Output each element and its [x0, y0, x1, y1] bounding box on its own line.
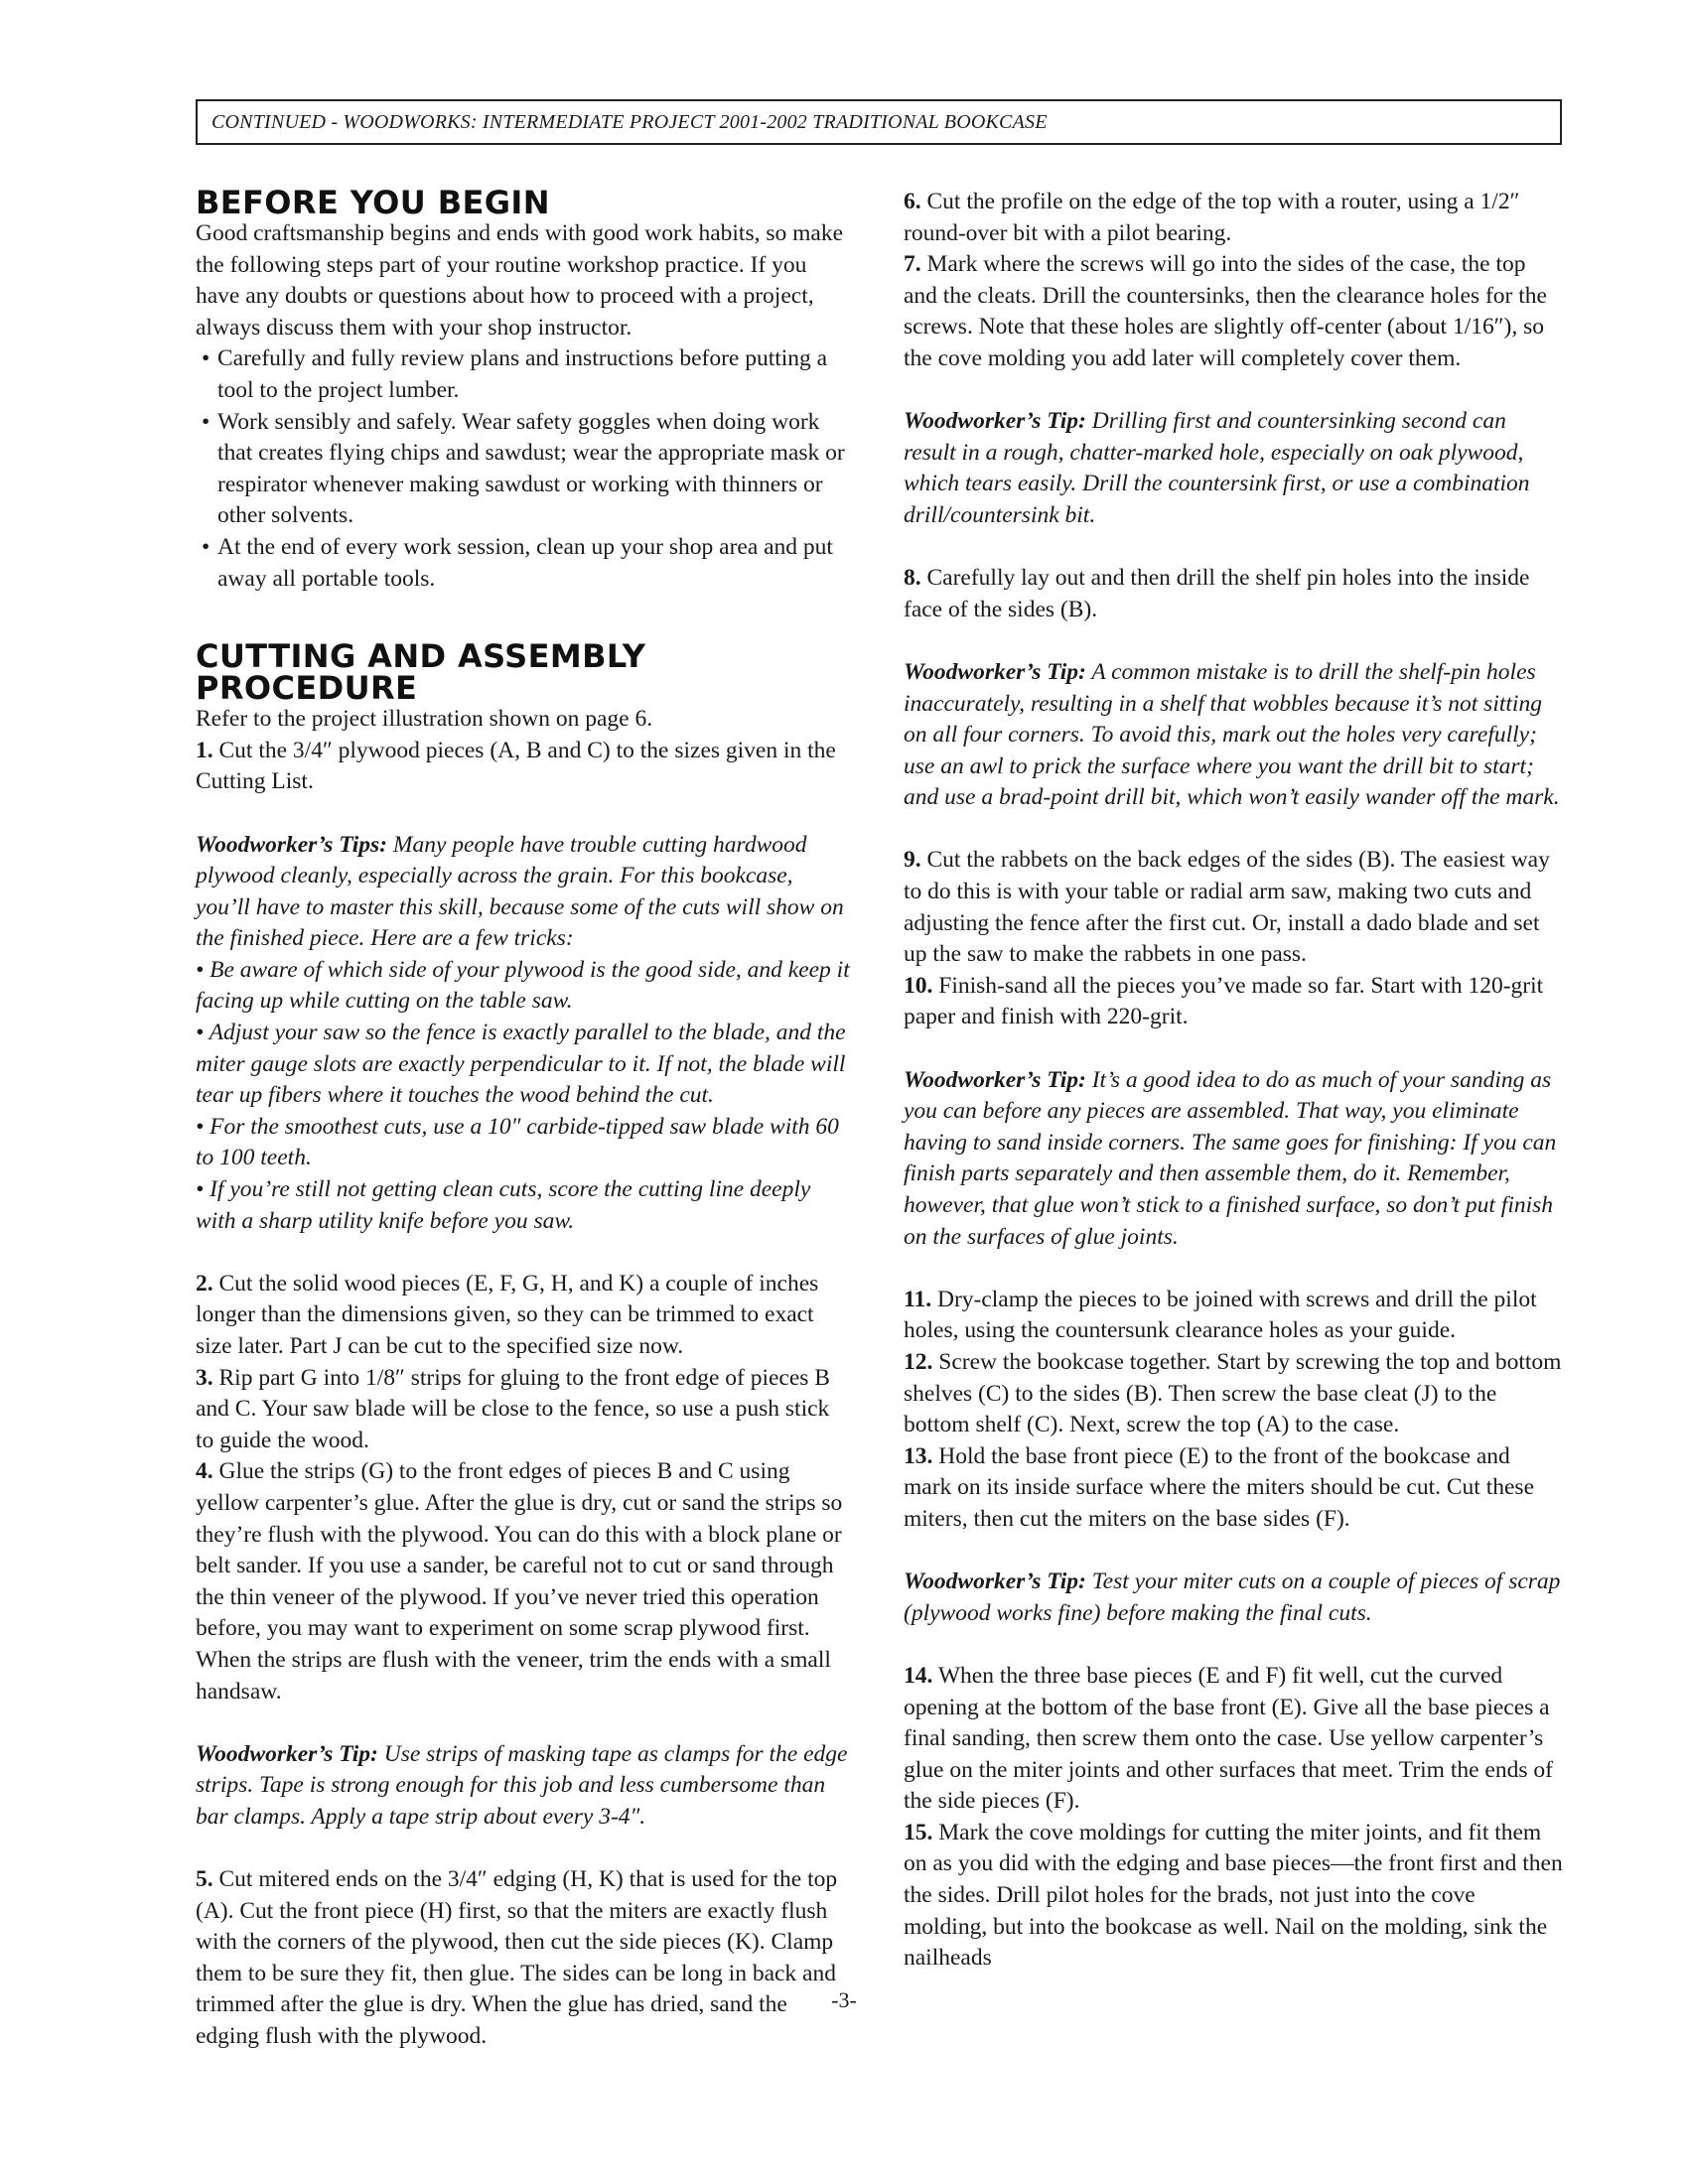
step-8: 8. Carefully lay out and then drill the shelf pin holes into the inside face of the sides (B). [904, 565, 1530, 622]
step-3: 3. Rip part G into 1/8″ strips for gluing to the front edge of pieces B and C. Your saw blade will be close to the fence, so use a push stick to guide the wood. [196, 1364, 830, 1453]
step-5: 5. Cut mitered ends on the 3/4″ edging (H, K) that is used for the top (A). Cut the front piece (H) first, so that the miters are exactly flush with the corners of the plywood, then cut the side pieces (K). Clamp them to be sure they fit, then glue. The sides can be long in back and trimmed after the glue is dry. When the glue has dried, sand the edging flush with the plywood. [196, 1866, 838, 2050]
bullet-icon: • [202, 533, 211, 560]
tip-bullet: • If you’re still not getting clean cuts, score the cutting line deeply with a sharp utility knife before you saw. [196, 1176, 811, 1234]
bullet-icon: • [202, 408, 211, 435]
step-15: 15. Mark the cove moldings for cutting the miter joints, and fit them on as you did with the edging and base pieces—the front first and then the sides. Drill pilot holes for the brads, not just into the cove molding, but into the bookcase as well. Nail on the molding, sink the nailheads [904, 1819, 1563, 1972]
safety-list [196, 343, 851, 595]
left-column [196, 184, 851, 2053]
bullet-icon: • [202, 345, 211, 372]
tip-shelf-pins: Woodworker’s Tip: A common mistake is to drill the shelf-pin holes inaccurately, resulting in a shelf that wobbles because it’s not sitting on all four corners. To avoid this, mark out the holes very carefully; use an awl to prick the surface where you want the drill bit to start; and use a brad-point drill bit, which won’t easily wander off the mark. [904, 658, 1560, 811]
tip-countersink: Woodworker’s Tip: Drilling first and countersinking second can result in a rough, chatter-marked hole, especially on oak plywood, which tears easily. Drill the countersink first, or use a combination drill/countersink bit. [904, 408, 1530, 528]
right-column [904, 187, 1563, 1975]
tip-miter-cuts: Woodworker’s Tip: Test your miter cuts on a couple of pieces of scrap (plywood works fine) before making the final cuts. [904, 1569, 1561, 1626]
refer-paragraph: Refer to the project illustration shown on page 6. [196, 706, 653, 733]
tip-bullet: • For the smoothest cuts, use a 10″ carbide-tipped saw blade with 60 to 100 teeth. [196, 1113, 839, 1171]
step-6: 6. Cut the profile on the edge of the top with a router, using a 1/2″ round-over bit with a pilot bearing. [904, 189, 1520, 246]
step-11: 11. Dry-clamp the pieces to be joined with screws and drill the pilot holes, using the countersunk clearance holes as your guide. [904, 1286, 1537, 1344]
tip-cutting-plywood: Woodworker’s Tips: Many people have trouble cutting hardwood plywood cleanly, especially across the grain. For this bookcase, you’ll have to master this skill, because some of the cuts will show on the finished piece. Here are a few tricks: [196, 831, 844, 952]
tip-masking-tape: Woodworker’s Tip: Use strips of masking tape as clamps for the edge strips. Tape is strong enough for this job and less cumbersome than bar clamps. Apply a tape strip about every 3-4″. [196, 1740, 848, 1830]
heading-cutting-assembly: CUTTING AND ASSEMBLY PROCEDURE [196, 637, 646, 708]
list-item: • Work sensibly and safely. Wear safety goggles when doing work that creates flying chips and sawdust; wear the appropriate mask or respirator whenever making sawdust or working with thinners or other solvents. [202, 408, 845, 529]
step-12: 12. Screw the bookcase together. Start by screwing the top and bottom shelves (C) to the sides (B). Then screw the base cleat (J) to the bottom shelf (C). Next, screw the top (A) to the case. [904, 1348, 1562, 1438]
step-14: 14. When the three base pieces (E and F) fit well, cut the curved opening at the bottom of the base front (E). Give all the base pieces a final sanding, then screw them onto the case. Use yellow carpenter’s glue on the miter joints and other surfaces that meet. Trim the ends of the side pieces (F). [904, 1662, 1553, 1815]
step-4: 4. Glue the strips (G) to the front edges of pieces B and C using yellow carpenter’s glue. After the glue is dry, cut or sand the strips so they’re flush with the plywood. You can do this with a block plane or belt sander. If you use a sander, be careful not to cut or sand through the thin veneer of the plywood. If you’ve never tried this operation before, you may want to experiment on some scrap plywood first. When the strips are flush with the veneer, trim the ends with a small handsaw. [196, 1458, 843, 1705]
step-13: 13. Hold the base front piece (E) to the front of the bookcase and mark on its inside surface where the miters should be cut. Cut these miters, then cut the miters on the base sides (F). [904, 1442, 1534, 1532]
step-1: 1. Cut the 3/4″ plywood pieces (A, B and C) to the sizes given in the Cutting List. [196, 737, 836, 795]
step-2: 2. Cut the solid wood pieces (E, F, G, H, and K) a couple of inches longer than the dimensions given, so they can be trimmed to exact size later. Part J can be cut to the specified size now. [196, 1270, 819, 1359]
step-9: 9. Cut the rabbets on the back edges of the sides (B). The easiest way to do this is with your table or radial arm saw, making two cuts and adjusting the fence after the first cut. Or, install a dado blade and set up the saw to make the rabbets in one pass. [904, 847, 1550, 968]
tip-sanding: Woodworker’s Tip: It’s a good idea to do as much of your sanding as you can before any pieces are assembled. That way, you eliminate having to sand inside corners. The same goes for finishing: If you can finish parts separately and then assemble them, do it. Remember, however, that glue won’t stick to a finished surface, so don’t put finish on the surfaces of glue joints. [904, 1066, 1557, 1250]
heading-before-you-begin: BEFORE YOU BEGIN [196, 184, 550, 221]
page-number: -3- [831, 1987, 857, 2012]
tip-bullet: • Adjust your saw so the fence is exactly parallel to the blade, and the miter gauge slots are exactly perpendicular to it. If not, the blade will tear up fibers where it touches the wood behind the cut. [196, 1020, 846, 1109]
list-item: • At the end of every work session, clean up your shop area and put away all portable tools. [202, 533, 833, 592]
step-7: 7. Mark where the screws will go into the sides of the case, the top and the cleats. Drill the countersinks, then the clearance holes for the screws. Note that these holes are slightly off-center (about 1/16″), so the cove molding you add later will completely cover them. [904, 251, 1547, 371]
step-10: 10. Finish-sand all the pieces you’ve made so far. Start with 120-grit paper and finish with 220-grit. [904, 972, 1544, 1030]
running-header: CONTINUED - WOODWORKS: INTERMEDIATE PROJECT 2001-2002 TRADITIONAL BOOKCASE [196, 99, 1562, 145]
tip-bullet: • Be aware of which side of your plywood is the good side, and keep it facing up while cutting on the table saw. [196, 956, 850, 1015]
list-item: • Carefully and fully review plans and instructions before putting a tool to the project lumber. [202, 345, 828, 403]
intro-paragraph: Good craftsmanship begins and ends with good work habits, so make the following steps part of your routine workshop practice. If you have any doubts or questions about how to proceed with a project, always discuss them with your shop instructor. [196, 220, 844, 341]
